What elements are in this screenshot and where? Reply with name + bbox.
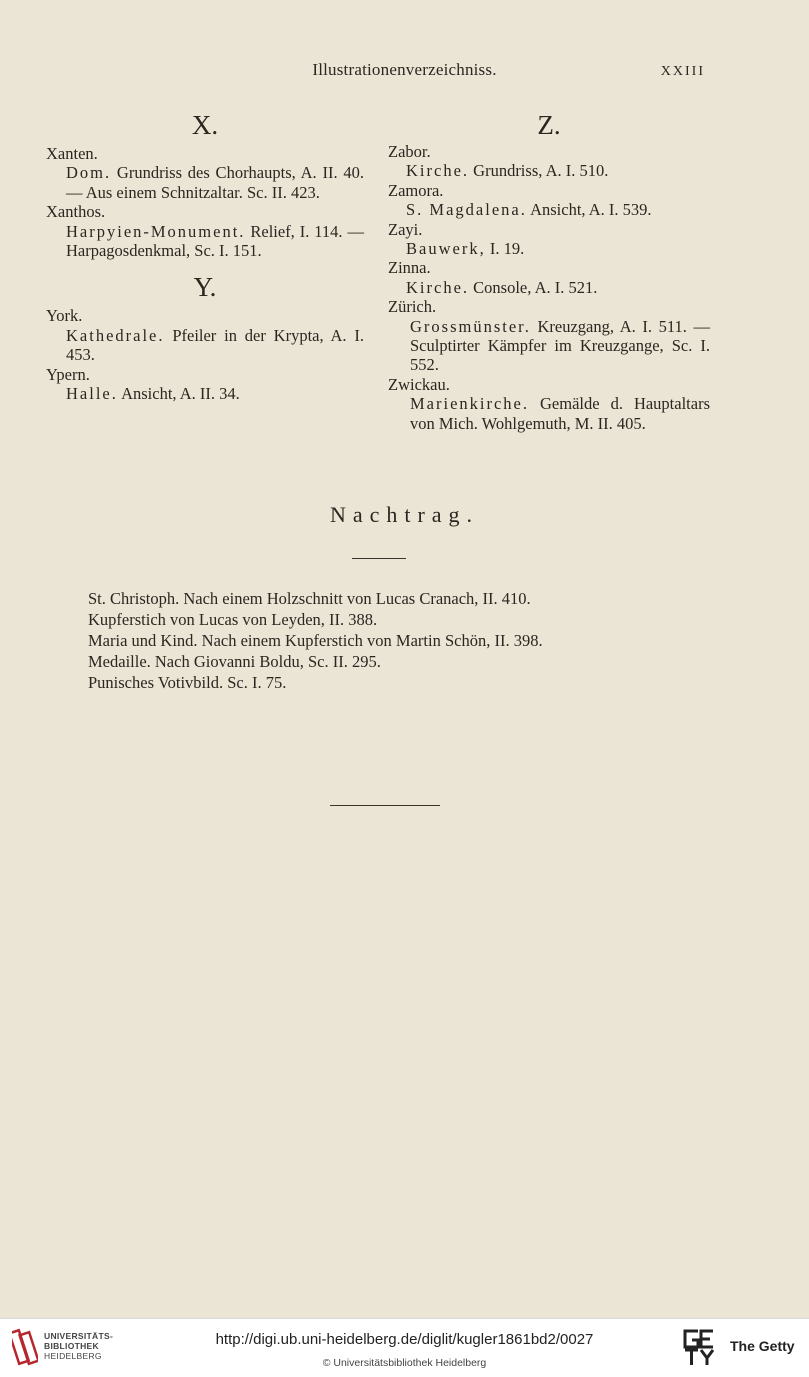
- entry-lead: Kirche.: [406, 277, 470, 297]
- index-entry: [406, 161, 710, 180]
- index-place-zinna: Zinna.: [388, 258, 431, 278]
- index-entry: [406, 278, 710, 297]
- entry-text: Grundriss des Chorhaupts, A. II. 40. — Aus einem Schnitzaltar. Sc. II. 423.: [66, 163, 364, 202]
- index-place-xanthos: Xanthos.: [46, 202, 106, 222]
- index-entry: [66, 163, 364, 202]
- entry-text: Grundriss, A. I. 510.: [469, 161, 609, 181]
- entry-lead: Harpyien-Monument.: [66, 221, 246, 241]
- entry-text: Relief, I. 114. —Harpagosdenkmal, Sc. I. 151.: [66, 221, 364, 261]
- entry-text: Ansicht, A. II. 34.: [117, 384, 240, 404]
- appendix-title: Nachtrag.: [329, 502, 480, 527]
- entry-lead: Grossmünster.: [410, 316, 531, 336]
- entry-lead: Bauwerk,: [406, 239, 486, 259]
- appendix-list: [88, 588, 728, 693]
- index-column-left: [46, 108, 364, 403]
- closing-rule: [330, 805, 440, 806]
- entry-lead: Kathedrale.: [66, 325, 165, 345]
- section-letter-z: Z.: [537, 110, 561, 140]
- entry-text: Console, A. I. 521.: [469, 277, 598, 297]
- permalink-url[interactable]: http://digi.ub.uni-heidelberg.de/diglit/kugler1861bd2/0027: [215, 1331, 594, 1348]
- index-place-xanten: Xanten.: [46, 144, 98, 163]
- index-entry: [406, 239, 710, 258]
- appendix-line: Medaille. Nach Giovanni Boldu, Sc. II. 295.: [88, 652, 381, 671]
- index-place-zwickau: Zwickau.: [388, 374, 450, 394]
- partner-name: The Getty: [730, 1338, 795, 1354]
- entry-lead: Kirche.: [406, 161, 470, 181]
- index-place-zabor: Zabor.: [388, 142, 431, 161]
- section-gap: [46, 260, 364, 270]
- entry-text: Pfeiler in der Krypta, A. I. 453.: [66, 325, 364, 365]
- library-name-line: BIBLIOTHEK: [44, 1341, 99, 1351]
- index-place-zayi: Zayi.: [388, 219, 423, 239]
- entry-text: Gemälde d. Hauptaltars von Mich. Wohlgemuth, M. II. 405.: [410, 394, 710, 433]
- library-name-line: HEIDELBERG: [44, 1351, 102, 1361]
- library-name-line: UNIVERSITÄTS-: [44, 1331, 114, 1341]
- index-place-zuerich: Zürich.: [388, 297, 437, 317]
- index-entry: [410, 394, 710, 433]
- running-title: Illustrationenverzeichniss.: [312, 60, 497, 79]
- entry-lead: Halle.: [66, 384, 118, 404]
- page-number: XXIII: [660, 64, 705, 79]
- digitization-footer: [0, 1318, 809, 1377]
- entry-text: Ansicht, A. I. 539.: [526, 200, 652, 220]
- title-rule: [352, 558, 406, 559]
- index-entry: [406, 200, 710, 219]
- section-letter-x: X.: [191, 110, 219, 140]
- index-entry: [66, 222, 364, 261]
- index-place-ypern: Ypern.: [46, 364, 90, 384]
- index-column-right: [388, 108, 710, 433]
- index-place-zamora: Zamora.: [388, 180, 444, 200]
- appendix-line: Kupferstich von Lucas von Leyden, II. 388.: [88, 610, 378, 629]
- entry-lead: Marienkirche.: [410, 394, 529, 414]
- index-entry: [410, 317, 710, 375]
- entry-text: I. 19.: [485, 239, 525, 259]
- copyright-notice: © Universitätsbibliothek Heidelberg: [322, 1357, 487, 1369]
- entry-lead: Dom.: [66, 163, 112, 183]
- appendix-line: Maria und Kind. Nach einem Kupferstich von Martin Schön, II. 398.: [88, 631, 543, 650]
- appendix-line: St. Christoph. Nach einem Holzschnitt von Lucas Cranach, II. 410.: [88, 589, 531, 608]
- getty-logo-icon[interactable]: [682, 1328, 716, 1368]
- section-letter-y: Y.: [193, 272, 217, 303]
- index-entry: [66, 326, 364, 365]
- entry-text: Kreuzgang, A. I. 511. — Sculptirter Kämpfer im Kreuzgange, Sc. I. 552.: [410, 316, 710, 375]
- entry-lead: S. Magdalena.: [406, 200, 527, 220]
- index-place-york: York.: [46, 306, 83, 326]
- index-entry: [66, 384, 364, 403]
- appendix-line: Punisches Votivbild. Sc. I. 75.: [88, 673, 287, 692]
